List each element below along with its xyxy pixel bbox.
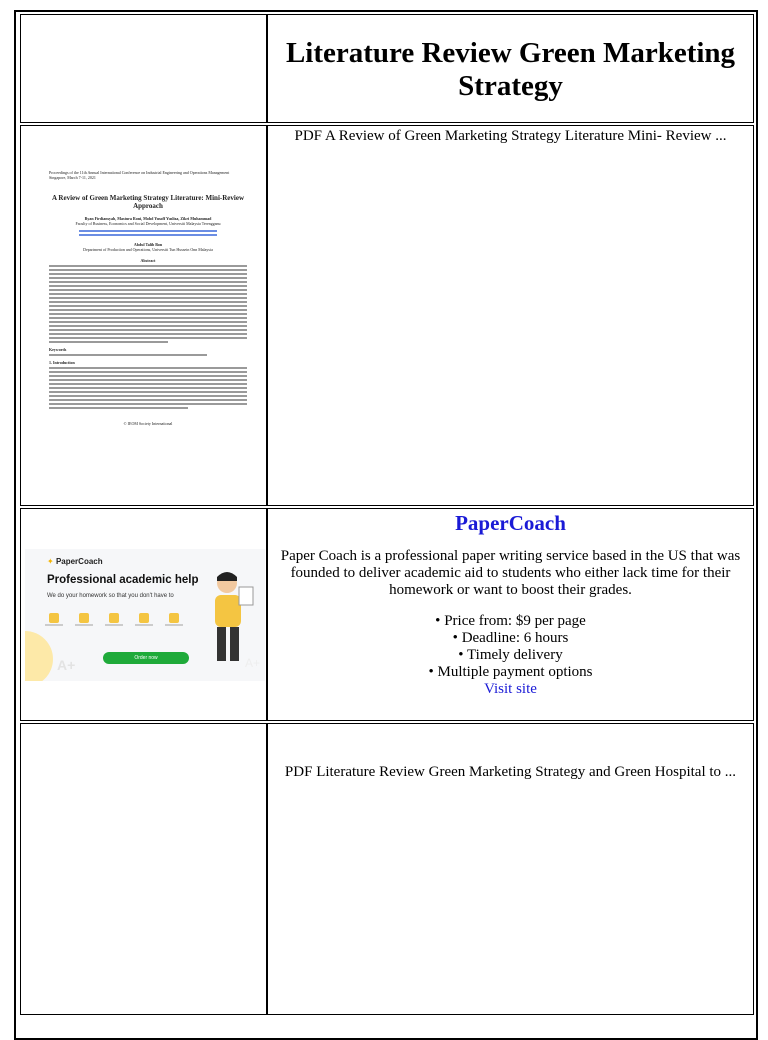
feature-icon xyxy=(163,611,185,627)
student-illustration-icon xyxy=(201,567,261,677)
feature-delivery: • Timely delivery xyxy=(268,647,753,664)
grade-decoration: A+ xyxy=(57,657,76,673)
title-thumbnail-cell xyxy=(20,14,267,123)
logo-icon: ✦ xyxy=(47,557,54,566)
paper-thumbnail[interactable] xyxy=(49,170,247,426)
promo-logo: ✦ PaperCoach xyxy=(47,557,103,566)
paper-second-author: Abdul Talib Bon xyxy=(133,242,163,247)
feature-icon xyxy=(43,611,65,627)
paper-second-affiliation: Department of Production and Operations, Universiti Tun Hussein Onn Malaysia xyxy=(83,247,213,252)
feature-icon xyxy=(73,611,95,627)
paper-abstract-lines xyxy=(49,265,247,343)
paper-intro-label: 1. Introduction xyxy=(49,360,75,365)
promo-title[interactable]: PaperCoach xyxy=(455,511,566,535)
feature-deadline: • Deadline: 6 hours xyxy=(268,630,753,647)
promo-headline: Professional academic help xyxy=(47,574,199,586)
visit-site-link[interactable]: Visit site xyxy=(484,681,537,697)
paper-thumbnail-cell[interactable] xyxy=(20,125,267,506)
empty-thumbnail-cell xyxy=(20,723,267,1015)
paper-title: A Review of Green Marketing Strategy Literature: Mini-Review Approach xyxy=(52,194,244,210)
result-snippet-cell-2[interactable] xyxy=(267,723,754,1015)
paper-keywords-lines xyxy=(49,354,247,356)
title-cell xyxy=(267,14,754,123)
promo-description: Paper Coach is a professional paper writing service based in the US that was founded to deliver academic aid to students who either lack time for their homework or want to boost their grades. xyxy=(280,548,741,598)
page-title: Literature Review Green Marketing Strategy xyxy=(285,37,736,102)
paper-affiliation: Faculty of Business, Economics and Social Development, Universiti Malaysia Terengganu xyxy=(75,221,221,226)
paper-footer: © IEOM Society International xyxy=(123,421,173,426)
order-now-button[interactable]: Order now xyxy=(103,652,189,664)
feature-payment: • Multiple payment options xyxy=(268,664,753,681)
feature-price: • Price from: $9 per page xyxy=(268,613,753,630)
promo-features xyxy=(268,613,753,681)
paper-keywords-label: Keywords xyxy=(49,347,67,352)
result-snippet-1[interactable]: PDF A Review of Green Marketing Strategy Literature Mini- Review ... xyxy=(294,128,727,144)
svg-text:A+: A+ xyxy=(245,656,261,670)
promo-subline: We do your homework so that you don't have to xyxy=(47,593,174,599)
feature-icon xyxy=(103,611,125,627)
result-snippet-2[interactable]: PDF Literature Review Green Marketing Strategy and Green Hospital to ... xyxy=(284,764,737,780)
paper-authors: Ryan Firdiansyah, Mastura Roni, Mohd Yusoff Yusliza, Zikri Muhammad xyxy=(84,216,212,221)
feature-icon xyxy=(133,611,155,627)
results-table xyxy=(14,10,758,1040)
promo-image[interactable] xyxy=(25,549,265,681)
promo-feature-icons xyxy=(43,611,185,627)
decor-circle xyxy=(25,629,65,681)
paper-intro-lines xyxy=(49,367,247,409)
result-snippet-cell-1[interactable] xyxy=(267,125,754,506)
paper-proceedings: Proceedings of the 11th Annual International Conference on Industrial Engineering and Operations Management Singapore, March 7-11, 2021 xyxy=(49,170,230,180)
promo-image-cell[interactable] xyxy=(20,508,267,721)
paper-email-lines xyxy=(79,230,217,236)
paper-abstract-label: Abstract xyxy=(140,258,156,263)
promo-cell xyxy=(267,508,754,721)
